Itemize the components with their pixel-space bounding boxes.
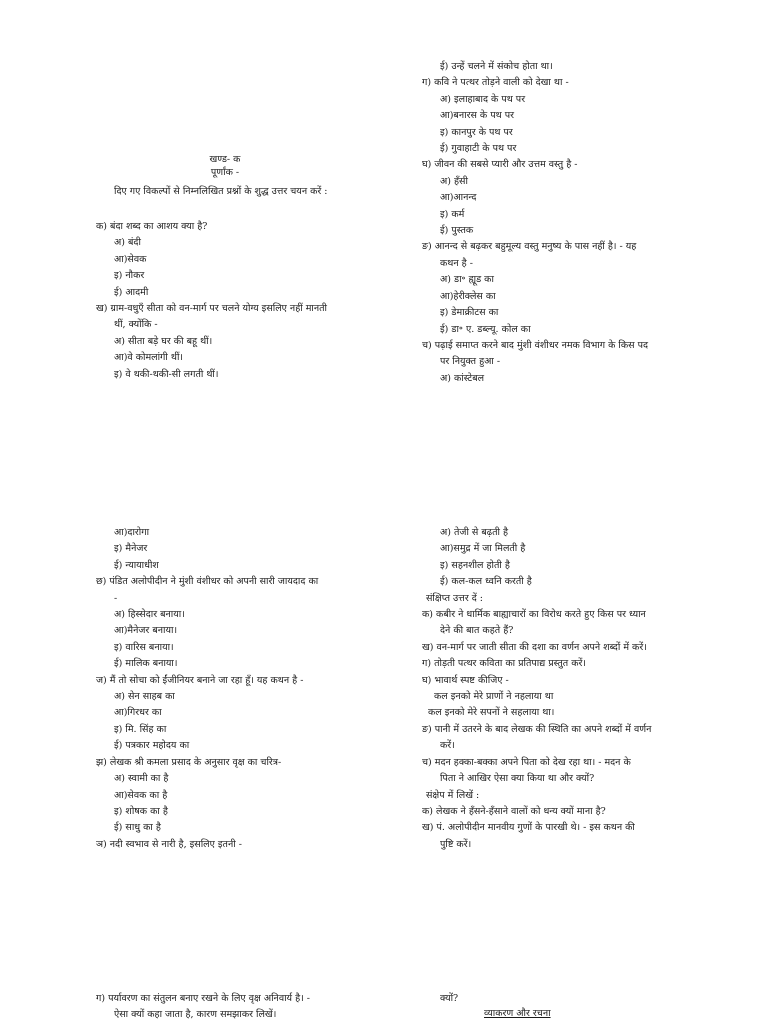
text-line: च) मदन हक्का-बक्का अपने पिता को देख रहा था। - मदन के xyxy=(422,756,631,768)
text-line: पर नियुक्त हुआ - xyxy=(440,356,501,368)
text-line: ई) आदमी xyxy=(114,286,149,298)
text-line: करें। xyxy=(440,740,455,752)
text-line: देने की बात कहते हैं? xyxy=(440,625,514,637)
text-line: आ)गिरधर का xyxy=(114,707,162,719)
text-line: ञ) नदी स्वभाव से नारी है, इसलिए इतनी - xyxy=(96,838,242,850)
text-line: पिता ने आखिर ऐसा क्या किया था और क्यों? xyxy=(440,773,595,785)
text-line: अ) डा॰ ह्यूड का xyxy=(440,274,494,286)
lower-right-column xyxy=(422,525,752,853)
instruction xyxy=(114,184,414,200)
text-line: थीं, क्योंकि - xyxy=(114,319,158,331)
text-line: आ)हेरीक्लेस का xyxy=(440,290,496,302)
upper-right-column xyxy=(422,59,752,387)
text-line: ई) पुस्तक xyxy=(440,225,474,237)
text-line: आ)वे कोमलांगी थीं। xyxy=(114,352,184,364)
text-line: अ) स्वामी का है xyxy=(114,773,169,785)
grammar-section-heading: व्याकरण और रचना xyxy=(484,1008,551,1020)
text-line: क) लेखक ने हँसने-हँसाने वालों को धन्य क्यों माना है? xyxy=(422,805,606,817)
text-line: अ) तेजी से बढ़ती है xyxy=(440,527,509,538)
text-line: ग) तोड़ती पत्थर कविता का प्रतिपाद्य प्रस्तुत करें। xyxy=(422,658,587,670)
text-line: ई) गुवाहाटी के पथ पर xyxy=(440,143,517,155)
text-line: छ) पंडित अलोपीदीन ने मुंशी वंशीधर को अपनी सारी जायदाद का xyxy=(96,576,319,588)
text-line: इ) मि. सिंह का xyxy=(114,723,167,735)
text-line: आ)आनन्द xyxy=(440,192,477,204)
text-line: इ) कानपुर के पथ पर xyxy=(440,126,513,138)
text-line: इ) वारिस बनाया। xyxy=(114,641,174,653)
text-line: आ)दारोगा xyxy=(114,527,150,538)
text-line: इ) नौकर xyxy=(114,270,145,282)
text-line: इ) सहनशील होती है xyxy=(440,559,510,571)
total-marks: पूर्णांक - xyxy=(210,167,240,179)
text-line: अ) बंदी xyxy=(114,237,141,249)
text-line: च) पढ़ाई समाप्त करने बाद मुंशी वंशीधर नमक विभाग के किस पद xyxy=(422,339,649,351)
text-line: अ) हिस्सेदार बनाया। xyxy=(114,609,185,621)
text-line: ख) ग्राम-वधुएँ सीता को वन-मार्ग पर चलने योग्य इसलिए नहीं मानती xyxy=(96,303,328,315)
text-line: आ)सेवक xyxy=(114,253,147,265)
text-line: क) कबीर ने धार्मिक बाह्याचारों का विरोध करते हुए किस पर ध्यान xyxy=(422,609,646,621)
text-line: कल इनको मेरे सपनों ने सहलाया था। xyxy=(428,707,555,719)
text-line: ख) पं. अलोपीदीन मानवीय गुणों के पारखी थे। - इस कथन की xyxy=(422,822,635,834)
text-line: ई) मालिक बनाया। xyxy=(114,658,178,670)
text-line: ई) न्यायाधीश xyxy=(114,559,159,571)
bottom-left-question xyxy=(96,991,396,1024)
text-line: - xyxy=(114,592,118,604)
text-line: इ) डेमाक्रीटस का xyxy=(440,307,499,319)
text-line: आ)मैनेजर बनाया। xyxy=(114,625,178,637)
text-line: ई) पत्रकार महोदय का xyxy=(114,740,190,752)
text-line: आ)समुद्र में जा मिलती है xyxy=(440,543,526,555)
text-line: ई) उन्हें चलने में संकोच होता था। xyxy=(440,61,553,72)
text-line: ई) डा॰ ए. डब्ल्यू. कोल का xyxy=(440,323,531,335)
bottom-right xyxy=(422,991,752,1023)
lower-left-column xyxy=(96,525,396,853)
text-line: संक्षेप में लिखें : xyxy=(426,789,480,801)
text-line: ङ) पानी में उतरने के बाद लेखक की स्थिति का अपने शब्दों में वर्णन xyxy=(422,723,652,735)
text-line: अ) इलाहाबाद के पथ पर xyxy=(440,93,526,105)
text-line: अ) हँसी xyxy=(440,175,468,187)
text-line: घ) जीवन की सबसे प्यारी और उत्तम वस्तु है - xyxy=(422,159,578,171)
upper-left-column xyxy=(96,219,396,383)
text-line: ऐसा क्यों कहा जाता है, कारण समझाकर लिखें। xyxy=(114,1009,277,1021)
text-line: ज) मैं तो सोचा को ईंजीनियर बनाने जा रहा हूँ। यह कथन है - xyxy=(96,674,304,686)
text-line: ग) कवि ने पत्थर तोड़ने वाली को देखा था - xyxy=(422,77,569,89)
text-line: कथन है - xyxy=(440,257,473,269)
text-line: आ)बनारस के पथ पर xyxy=(440,110,514,122)
text-line: पुष्टि करें। xyxy=(440,838,472,850)
text-line: घ) भावार्थ स्पष्ट कीजिए - xyxy=(422,674,509,686)
instruction-text: दिए गए विकल्पों से निम्नलिखित प्रश्नों के शुद्ध उत्तर चयन करें : xyxy=(114,186,328,197)
text-line: कल इनको मेरे प्राणों ने नहलाया था xyxy=(434,691,554,703)
section-header xyxy=(150,152,300,182)
text-line: क) बंदा शब्द का आशय क्या है? xyxy=(96,221,208,232)
text-line: झ) लेखक श्री कमला प्रसाद के अनुसार वृक्ष का चरित्र- xyxy=(96,756,282,768)
continuation-text: क्यों? xyxy=(440,993,459,1004)
text-line: ङ) आनन्द से बढ़कर बहुमूल्य वस्तु मनुष्य के पास नहीं है। - यह xyxy=(422,241,637,253)
text-line: ई) कल-कल ध्वनि करती है xyxy=(440,576,532,588)
text-line: इ) कर्म xyxy=(440,208,465,220)
text-line: ख) वन-मार्ग पर जाती सीता की दशा का वर्णन अपने शब्दों में करें। xyxy=(422,641,647,653)
text-line: इ) मैनेजर xyxy=(114,543,148,555)
text-line: आ)सेवक का है xyxy=(114,789,168,801)
text-line: अ) कांस्टेबल xyxy=(440,372,485,384)
text-line: ग) पर्यावरण का संतुलन बनाए रखने के लिए वृक्ष अनिवार्य है। - xyxy=(96,993,310,1004)
section-title: खण्ड- क xyxy=(209,154,241,165)
text-line: इ) शोषक का है xyxy=(114,805,168,817)
text-line: इ) वे थकी-थकी-सी लगती थीं। xyxy=(114,368,219,380)
text-line: अ) सेन साहब का xyxy=(114,691,175,703)
text-line: अ) सीता बड़े घर की बहू थीं। xyxy=(114,335,213,347)
text-line: ई) साधु का है xyxy=(114,822,161,834)
text-line: संक्षिप्त उत्तर दें : xyxy=(426,592,483,604)
